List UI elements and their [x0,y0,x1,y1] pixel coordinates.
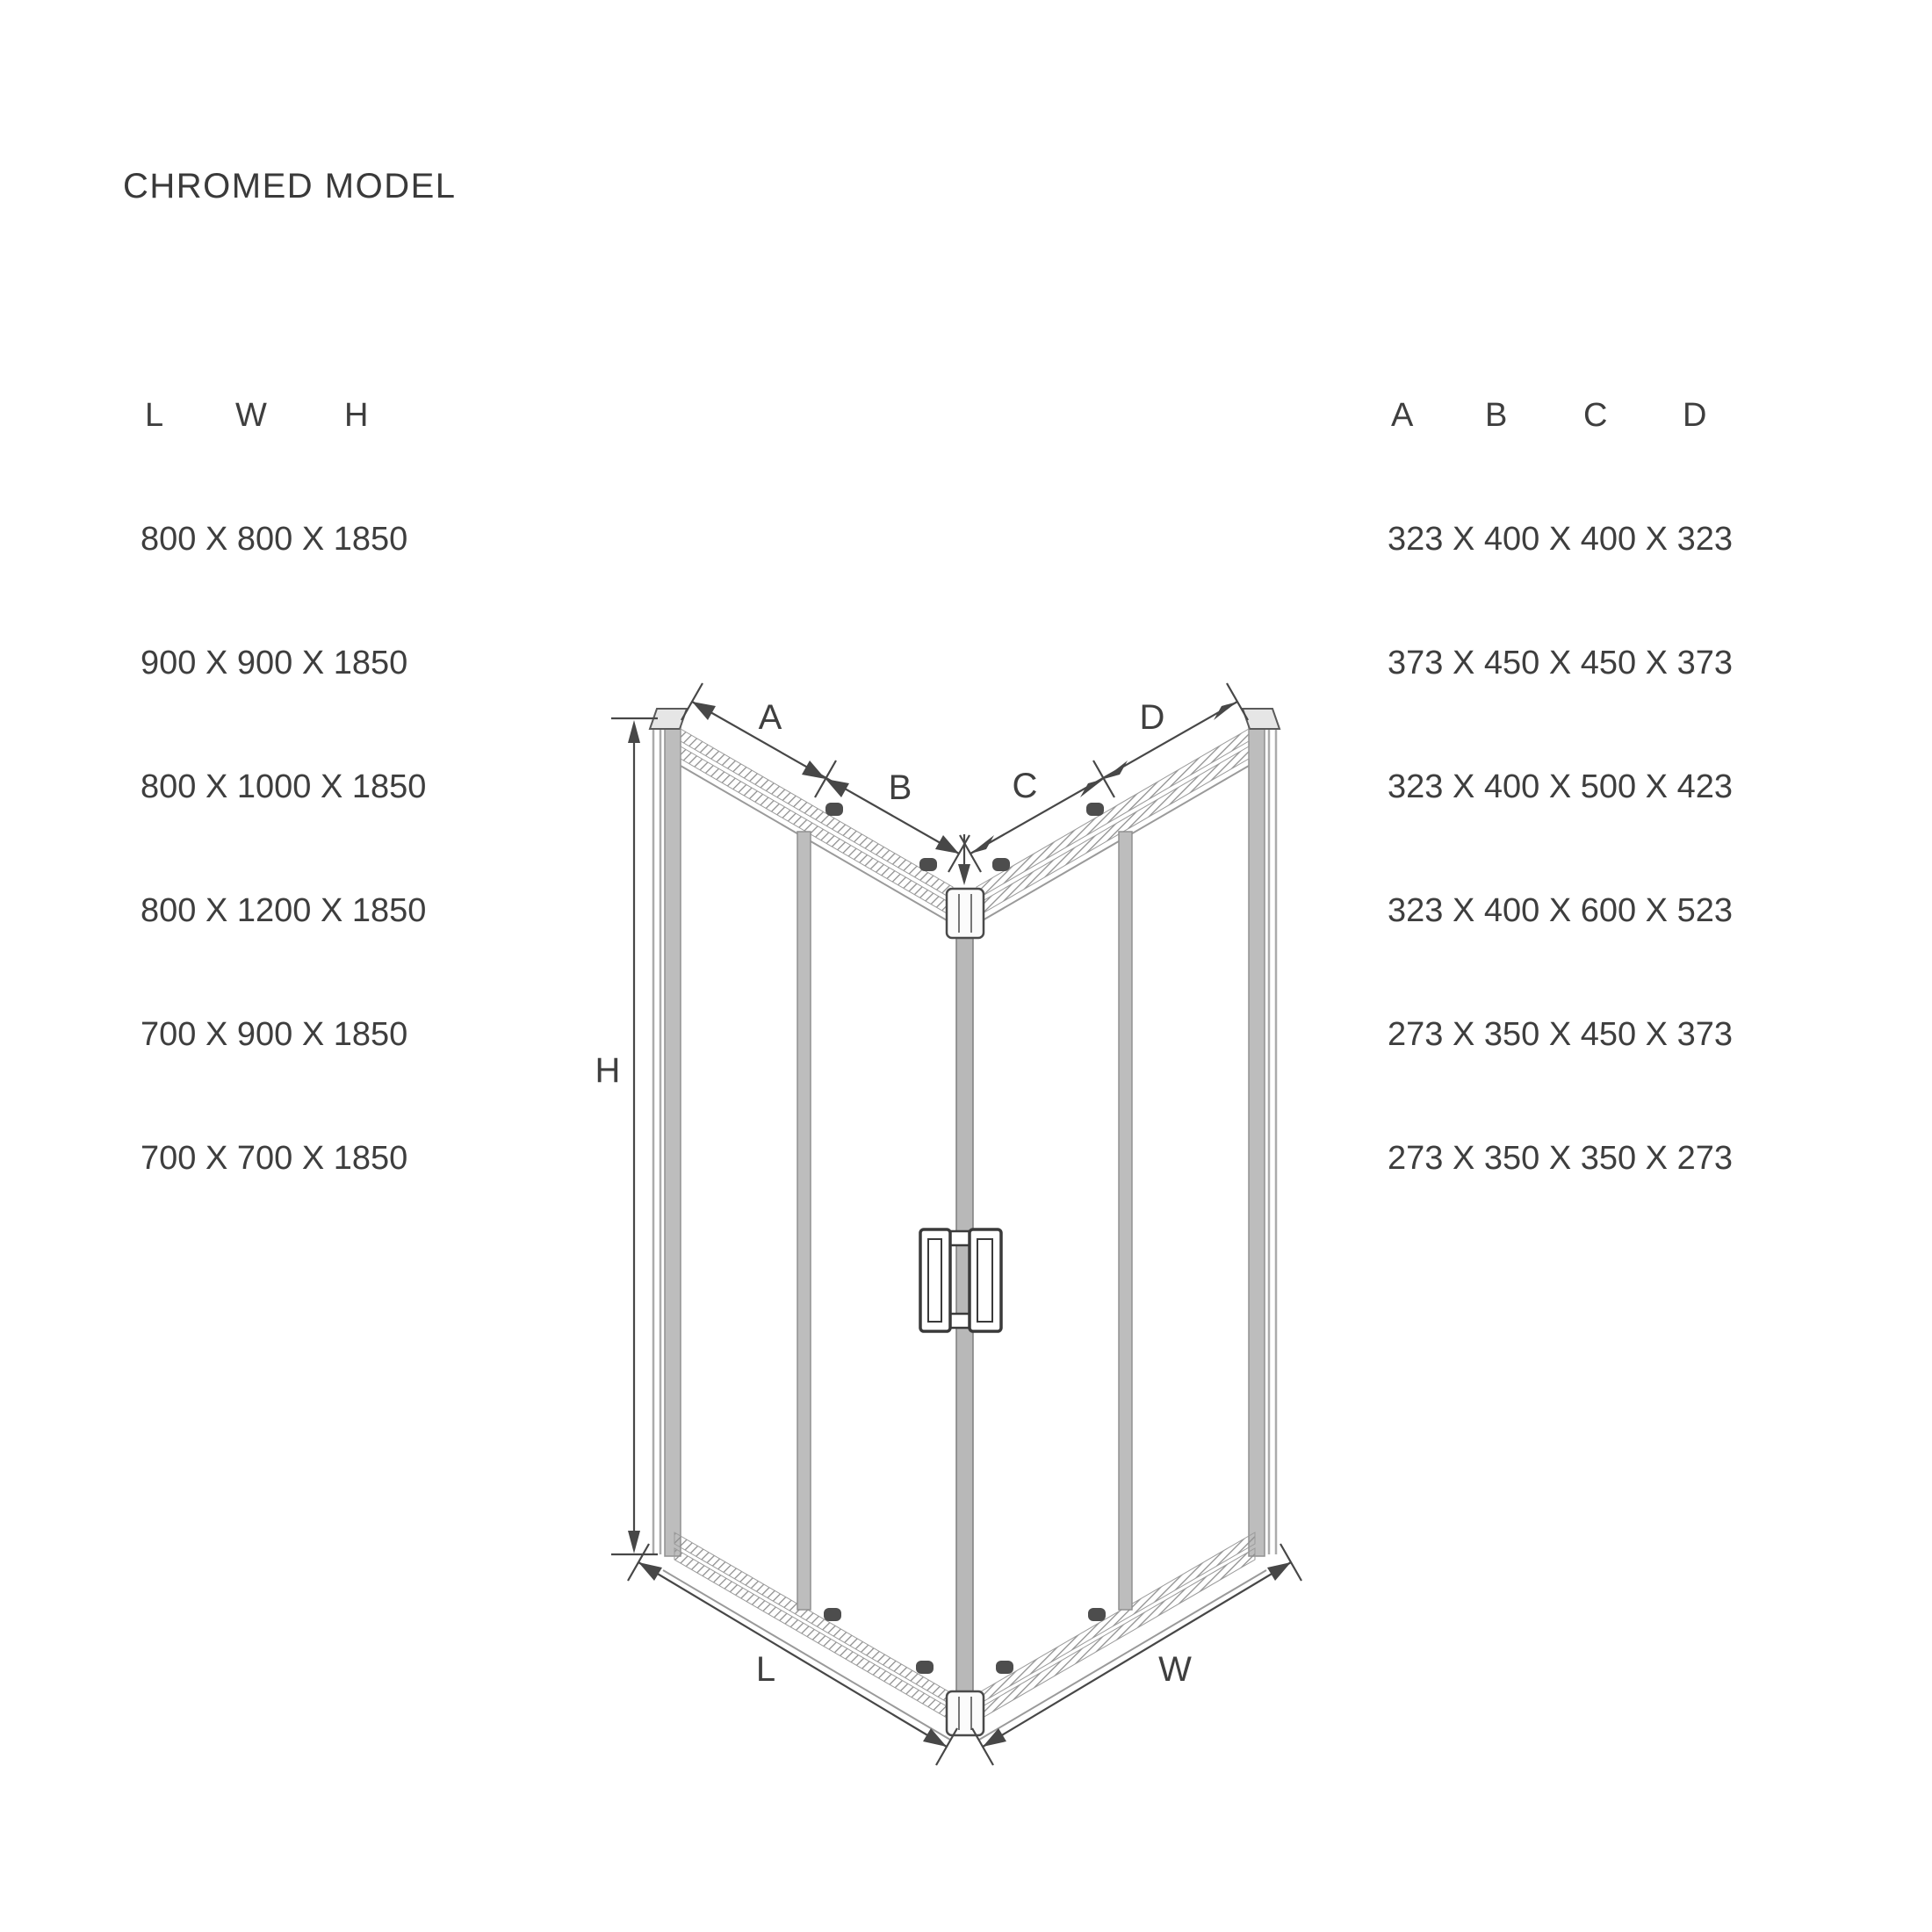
label-a: A [758,698,782,737]
label-h: H [595,1051,621,1090]
size-row: 700 X 900 X 1850 [141,1016,408,1053]
label-w: W [1158,1650,1192,1689]
column-header-h: H [344,397,369,434]
right-wall-panel [1243,709,1280,1556]
size-row: 373 X 450 X 450 X 373 [1388,645,1733,681]
dimension-h [595,718,658,1554]
size-row: 273 X 350 X 350 X 273 [1388,1140,1733,1177]
label-d: D [1139,698,1165,737]
label-c: C [1012,767,1038,805]
column-header-a: A [1391,397,1414,434]
size-row: 323 X 400 X 600 X 523 [1388,892,1733,929]
dimension-w [972,1544,1301,1765]
column-header-l: L [145,397,164,434]
size-row: 323 X 400 X 500 X 423 [1388,768,1733,805]
size-row: 900 X 900 X 1850 [141,645,408,681]
page-title: CHROMED MODEL [123,167,457,205]
size-row: 700 X 700 X 1850 [141,1140,408,1177]
size-row: 800 X 800 X 1850 [141,521,408,558]
size-row: 273 X 350 X 450 X 373 [1388,1016,1733,1053]
size-row: 323 X 400 X 400 X 323 [1388,521,1733,558]
column-header-b: B [1485,397,1508,434]
dimension-l [628,1544,957,1765]
size-row: 800 X 1000 X 1850 [141,768,427,805]
label-l: L [755,1650,776,1689]
column-header-d: D [1683,397,1707,434]
dimension-apex-arrow [958,834,970,885]
label-b: B [888,768,912,807]
column-header-w: W [235,397,267,434]
column-header-c: C [1583,397,1608,434]
left-wall-panel [650,709,687,1556]
size-row: 800 X 1200 X 1850 [141,892,427,929]
